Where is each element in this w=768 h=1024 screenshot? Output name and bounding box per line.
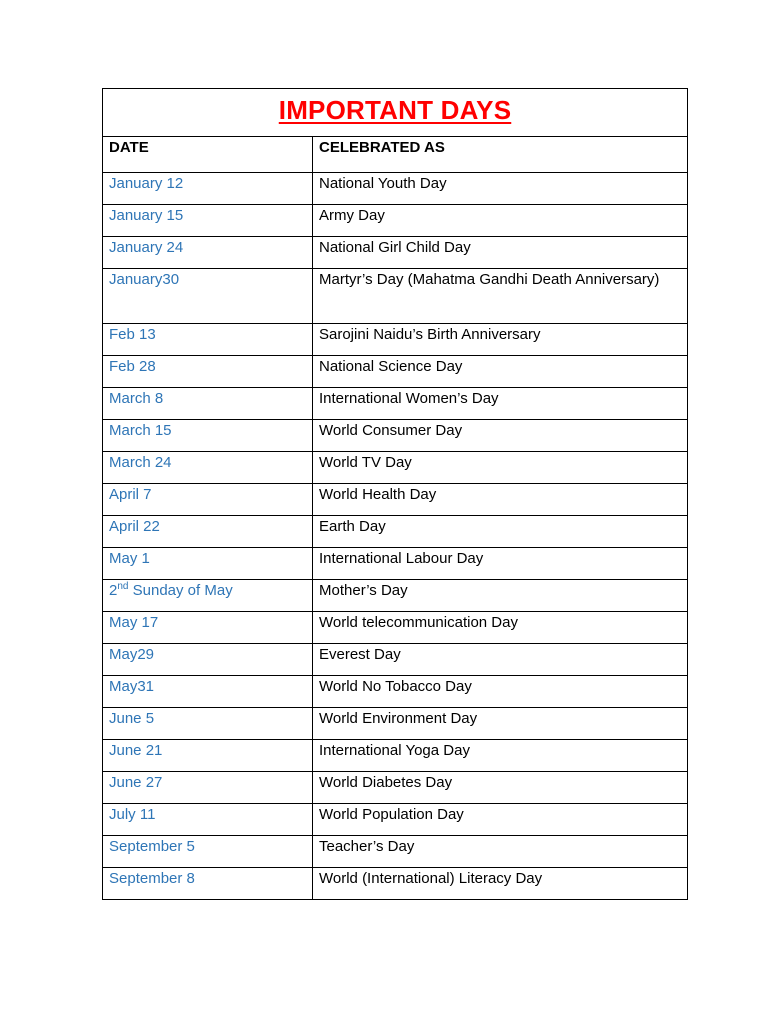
date-cell: March 15 (103, 420, 313, 452)
date-column-header: DATE (103, 137, 313, 173)
table-row (103, 804, 688, 836)
table-row (103, 388, 688, 420)
date-cell: March 24 (103, 452, 313, 484)
page-title: IMPORTANT DAYS (278, 95, 512, 125)
celebrated-cell: World No Tobacco Day (313, 676, 688, 708)
celebrated-cell: Teacher’s Day (313, 836, 688, 868)
celebrated-cell: Sarojini Naidu’s Birth Anniversary (313, 324, 688, 356)
table-row (103, 516, 688, 548)
date-cell: September 8 (103, 868, 313, 900)
table-row (103, 676, 688, 708)
table-row (103, 644, 688, 676)
date-cell: May 17 (103, 612, 313, 644)
header-row (103, 137, 688, 173)
celebrated-cell: World Environment Day (313, 708, 688, 740)
celebrated-column-header: CELEBRATED AS (313, 137, 688, 173)
date-cell: May 1 (103, 548, 313, 580)
celebrated-cell: National Girl Child Day (313, 237, 688, 269)
date-cell: April 7 (103, 484, 313, 516)
celebrated-cell: International Labour Day (313, 548, 688, 580)
table-row (103, 356, 688, 388)
table-row (103, 836, 688, 868)
celebrated-cell: International Yoga Day (313, 740, 688, 772)
date-cell: July 11 (103, 804, 313, 836)
celebrated-cell: World Consumer Day (313, 420, 688, 452)
celebrated-cell: World TV Day (313, 452, 688, 484)
table-row (103, 269, 688, 324)
celebrated-cell: Everest Day (313, 644, 688, 676)
celebrated-cell: Earth Day (313, 516, 688, 548)
title-cell (103, 89, 688, 137)
date-cell: June 5 (103, 708, 313, 740)
celebrated-cell: World Health Day (313, 484, 688, 516)
celebrated-cell: Martyr’s Day (Mahatma Gandhi Death Anniversary) (313, 269, 688, 324)
celebrated-cell: World Population Day (313, 804, 688, 836)
celebrated-cell: International Women’s Day (313, 388, 688, 420)
title-row (103, 89, 688, 137)
date-cell: January 12 (103, 173, 313, 205)
date-cell: April 22 (103, 516, 313, 548)
date-rest: Sunday of May (128, 582, 233, 599)
table-row (103, 580, 688, 612)
celebrated-cell: National Youth Day (313, 173, 688, 205)
date-cell: June 21 (103, 740, 313, 772)
table-row (103, 612, 688, 644)
date-cell: Feb 28 (103, 356, 313, 388)
table-row (103, 324, 688, 356)
table-row (103, 237, 688, 269)
date-cell: May29 (103, 644, 313, 676)
date-cell: March 8 (103, 388, 313, 420)
table-row (103, 740, 688, 772)
date-cell: January 24 (103, 237, 313, 269)
date-ordinal-number: 2 (109, 582, 118, 599)
date-cell: Feb 13 (103, 324, 313, 356)
table-row (103, 708, 688, 740)
celebrated-cell: World telecommunication Day (313, 612, 688, 644)
table-row (103, 548, 688, 580)
celebrated-cell: World (International) Literacy Day (313, 868, 688, 900)
date-cell (103, 580, 313, 612)
date-cell: September 5 (103, 836, 313, 868)
table-row (103, 868, 688, 900)
table-row (103, 772, 688, 804)
table-row (103, 205, 688, 237)
celebrated-cell: Army Day (313, 205, 688, 237)
table-row (103, 452, 688, 484)
table-row (103, 484, 688, 516)
table-row (103, 173, 688, 205)
date-ordinal-suffix: nd (117, 581, 129, 592)
table-row (103, 420, 688, 452)
date-cell: January 15 (103, 205, 313, 237)
celebrated-cell: World Diabetes Day (313, 772, 688, 804)
celebrated-cell: Mother’s Day (313, 580, 688, 612)
date-cell: January30 (103, 269, 313, 324)
celebrated-cell: National Science Day (313, 356, 688, 388)
date-cell: May31 (103, 676, 313, 708)
date-cell: June 27 (103, 772, 313, 804)
important-days-table (102, 88, 688, 900)
